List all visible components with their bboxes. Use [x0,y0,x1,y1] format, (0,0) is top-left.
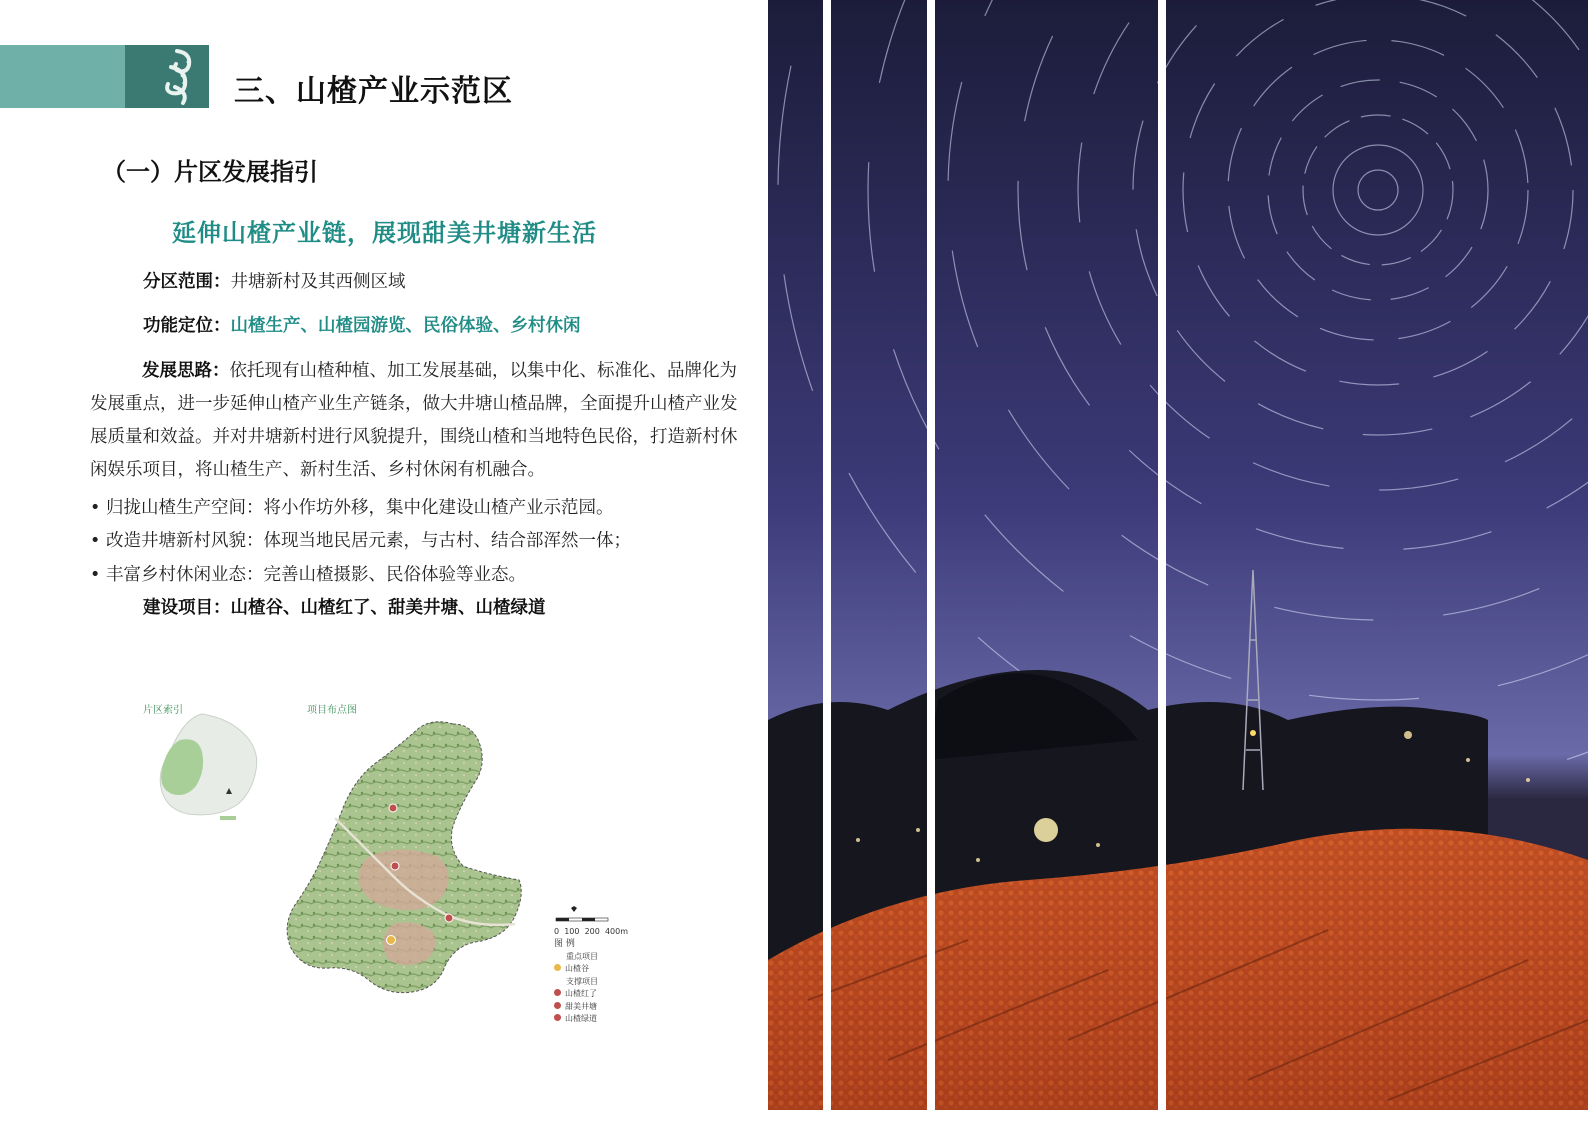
legend-item: 山楂谷 [565,964,589,973]
scale-label: 200 [584,927,600,936]
projects-value: 山楂谷、山楂红了、甜美井塘、山楂绿道 [230,598,546,618]
legend-title: 图 例 [554,939,575,949]
function-label: 功能定位： [143,316,231,336]
project-layout-map [275,718,545,1008]
scope-label: 分区范围： [143,272,231,292]
bullet-item: • 归拢山楂生产空间：将小作坊外移，集中化建设山楂产业示范园。 [90,498,614,518]
scale-label: 400m [604,927,628,936]
scale-label: 0 [554,927,560,936]
legend-item: 甜美井塘 [565,1001,597,1011]
function-line [143,312,581,337]
development-idea [90,355,750,487]
bullet-text: 丰富乡村休闲业态：完善山楂摄影、民俗体验等业态。 [106,565,526,585]
slogan: 延伸山楂产业链，展现甜美井塘新生活 [172,219,597,247]
header-accent-bar [0,45,125,108]
bullet-text: 归拢山楂生产空间：将小作坊外移，集中化建设山楂产业示范园。 [106,498,614,518]
map-figure [140,698,630,1038]
map-legend [554,938,598,1026]
index-map [140,712,270,832]
idea-text: 依托现有山楂种植、加工发展基础，以集中化、标准化、品牌化为发展重点，进一步延伸山楂产业生产链条，做大井塘山楂品牌，全面提升山楂产业发展质量和效益。并对井塘新村进行风貌提升，围绕山楂和当地特色民俗，打造新村休闲娱乐项目，将山楂生产、新村生活、乡村休闲有机融合。 [90,361,738,480]
photo-divider [823,0,831,1110]
photo-image [768,0,1588,1110]
function-value: 山楂生产、山楂园游览、民俗体验、乡村休闲 [230,316,581,336]
section-title: （一）片区发展指引 [102,158,318,186]
bullet-item: • 改造井塘新村风貌：体现当地民居元素，与古村、结合部浑然一体； [90,531,631,551]
idea-label: 发展思路： [142,361,230,381]
legend-item: 山楂绿道 [565,1014,597,1023]
projects-line [143,594,546,619]
cloud-ornament-icon [125,45,209,108]
bullet-text: 改造井塘新村风貌：体现当地民居元素，与古村、结合部浑然一体； [106,531,631,551]
scale-bar [554,906,624,928]
scale-label: 100 [564,927,580,936]
scope-line [143,268,406,293]
north-arrow-icon [571,906,577,912]
scale-labels [554,927,634,936]
bullet-item: • 丰富乡村休闲业态：完善山楂摄影、民俗体验等业态。 [90,565,526,585]
index-map-legend-swatch [220,816,236,820]
star-trail-photo [768,0,1588,1110]
header-ornament [125,45,209,108]
legend-key-title: 重点项目 [566,951,598,961]
scope-value: 井塘新村及其西侧区域 [230,272,406,292]
legend-item: 山楂红了 [565,989,597,998]
photo-divider [927,0,935,1110]
page-title: 三、山楂产业示范区 [234,74,513,109]
index-map-caption: 片区索引 [143,705,183,716]
legend-support-title: 支撑项目 [566,976,598,986]
projects-label: 建设项目： [143,598,231,618]
layout-map-caption: 项目布点图 [307,705,357,716]
photo-divider [1158,0,1166,1110]
